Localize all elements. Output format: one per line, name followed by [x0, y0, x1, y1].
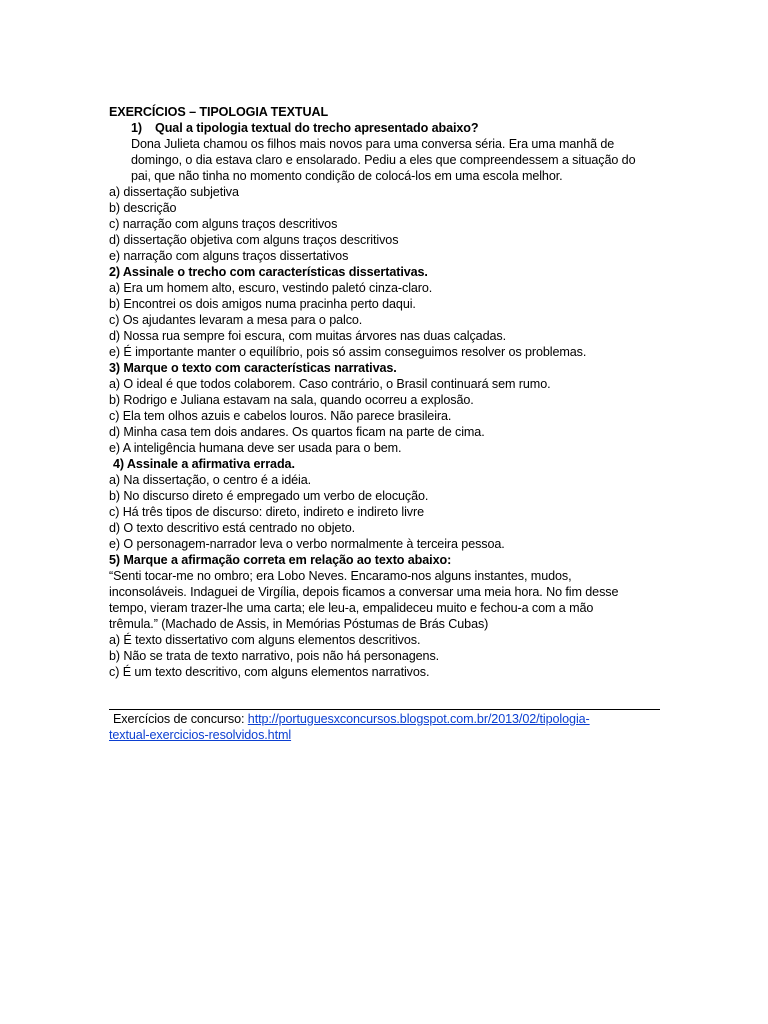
question-1-passage-line: pai, que não tinha no momento condição de colocá-los em uma escola melhor. [131, 169, 563, 183]
question-4-option-d: d) O texto descritivo está centrado no objeto. [109, 521, 356, 535]
question-3-text: 3) Marque o texto com características narrativas. [109, 361, 397, 375]
question-1-heading [109, 120, 659, 136]
footnote-line-1 [109, 711, 669, 727]
question-2-option-d: d) Nossa rua sempre foi escura, com muitas árvores nas duas calçadas. [109, 329, 506, 343]
question-1-number: 1) [131, 121, 142, 135]
question-2-option-b: b) Encontrei os dois amigos numa pracinha perto daqui. [109, 297, 416, 311]
footnote-link-continuation[interactable]: textual-exercicios-resolvidos.html [109, 728, 292, 742]
question-2-option-c: c) Os ajudantes levaram a mesa para o palco. [109, 313, 363, 327]
question-1-text: Qual a tipologia textual do trecho apresentado abaixo? [155, 121, 479, 135]
question-4-option-b: b) No discurso direto é empregado um verbo de elocução. [109, 489, 429, 503]
question-4-option-c: c) Há três tipos de discurso: direto, indireto e indireto livre [109, 505, 424, 519]
question-2-text: 2) Assinale o trecho com características dissertativas. [109, 265, 428, 279]
question-1-passage-line: domingo, o dia estava claro e ensolarado. Pediu a eles que compreendessem a situação do [131, 153, 636, 167]
question-3-option-b: b) Rodrigo e Juliana estavam na sala, quando ocorreu a explosão. [109, 393, 474, 407]
footnote-separator [109, 709, 660, 710]
question-3-option-a: a) O ideal é que todos colaborem. Caso contrário, o Brasil continuará sem rumo. [109, 377, 551, 391]
question-5-text: 5) Marque a afirmação correta em relação ao texto abaixo: [109, 553, 452, 567]
worksheet-content [109, 104, 659, 680]
question-5-quote-line: “Senti tocar-me no ombro; era Lobo Neves. Encaramo-nos alguns instantes, mudos, [109, 569, 572, 583]
question-5-option-a: a) É texto dissertativo com alguns elementos descritivos. [109, 633, 421, 647]
question-4-text: 4) Assinale a afirmativa errada. [113, 457, 295, 471]
question-5-option-b: b) Não se trata de texto narrativo, pois não há personagens. [109, 649, 440, 663]
question-5-quote-last-line [109, 616, 659, 632]
question-5-option-c: c) É um texto descritivo, com alguns elementos narrativos. [109, 665, 430, 679]
question-1-option-e: e) narração com alguns traços dissertativos [109, 249, 349, 263]
question-1-option-d: d) dissertação objetiva com alguns traços descritivos [109, 233, 399, 247]
question-5-citation: (Machado de Assis, in Memórias Póstumas de Brás Cubas) [157, 617, 489, 631]
question-3-option-d: d) Minha casa tem dois andares. Os quartos ficam na parte de cima. [109, 425, 485, 439]
question-5-quote-end: trêmula.” [109, 617, 158, 631]
question-4-option-a: a) Na dissertação, o centro é a idéia. [109, 473, 312, 487]
question-2-option-e: e) É importante manter o equilíbrio, pois só assim conseguimos resolver os problemas. [109, 345, 587, 359]
question-1-option-b: b) descrição [109, 201, 177, 215]
question-1-passage-line: Dona Julieta chamou os filhos mais novos para uma conversa séria. Era uma manhã de [131, 137, 615, 151]
question-3-option-c: c) Ela tem olhos azuis e cabelos louros. Não parece brasileira. [109, 409, 452, 423]
footnote-link[interactable]: http://portuguesxconcursos.blogspot.com.br/2013/02/tipologia- [247, 712, 590, 726]
document-title: EXERCÍCIOS – TIPOLOGIA TEXTUAL [109, 105, 329, 119]
question-4-option-e: e) O personagem-narrador leva o verbo normalmente à terceira pessoa. [109, 537, 505, 551]
footnote-label: Exercícios de concurso: [113, 712, 248, 726]
question-5-quote-line: tempo, vieram trazer-lhe uma carta; ele leu-a, empalideceu muito e fechou-a com a mão [109, 601, 594, 615]
question-1-option-a: a) dissertação subjetiva [109, 185, 239, 199]
question-5-quote-line: inconsoláveis. Indaguei de Virgília, depois ficamos a conversar uma meia hora. No fim desse [109, 585, 619, 599]
footnote [109, 711, 669, 743]
question-3-option-e: e) A inteligência humana deve ser usada para o bem. [109, 441, 402, 455]
question-2-option-a: a) Era um homem alto, escuro, vestindo paletó cinza-claro. [109, 281, 433, 295]
footnote-line-2 [109, 727, 669, 743]
question-1-option-c: c) narração com alguns traços descritivos [109, 217, 338, 231]
